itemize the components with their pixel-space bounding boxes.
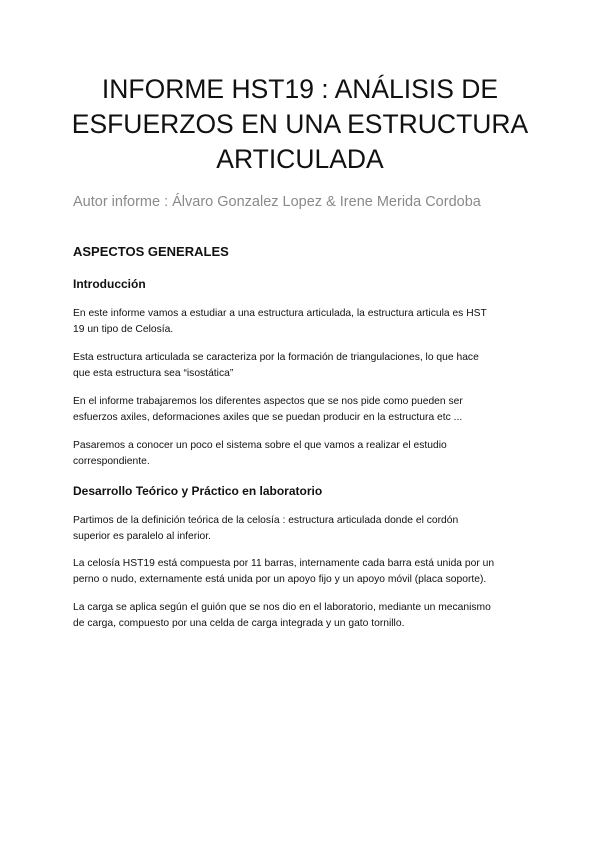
title-line: ARTICULADA [216,144,384,174]
paragraph-line: En el informe trabajaremos los diferentes aspectos que se nos pide como pueden ser [73,396,463,407]
lab-paragraph [73,556,533,588]
paragraph-line: La celosía HST19 está compuesta por 11 barras, internamente cada barra está unida por un [73,558,495,569]
paragraph-line: correspondiente. [73,456,150,467]
intro-paragraph [73,394,533,426]
intro-heading: Introducción [73,277,146,291]
intro-paragraph [73,438,533,470]
paragraph-line: que esta estructura sea “isostática” [73,368,234,379]
title-line: INFORME HST19 : ANÁLISIS DE [101,74,499,104]
document-title [40,72,560,177]
section-heading: ASPECTOS GENERALES [73,244,229,259]
paragraph-line: 19 un tipo de Celosía. [73,324,174,335]
intro-paragraph [73,306,533,338]
lab-heading: Desarrollo Teórico y Práctico en laboratorio [73,484,323,498]
title-line: ESFUERZOS EN UNA ESTRUCTURA [71,109,529,139]
paragraph-line: de carga, compuesto por una celda de carga integrada y un gato tornillo. [73,618,405,629]
lab-paragraph [73,600,533,632]
paragraph-line: Esta estructura articulada se caracteriza por la formación de triangulaciones, lo que hace [73,352,479,363]
paragraph-line: Partimos de la definición teórica de la celosía : estructura articulada donde el cordón [73,515,459,526]
paragraph-line: Pasaremos a conocer un poco el sistema sobre el que vamos a realizar el estudio [73,440,447,451]
paragraph-line: perno o nudo, externamente está unida por un apoyo fijo y un apoyo móvil (placa soporte). [73,574,487,585]
lab-paragraph [73,513,533,545]
paragraph-line: La carga se aplica según el guión que se nos dio en el laboratorio, mediante un mecanismo [73,602,491,613]
author-line: Autor informe : Álvaro Gonzalez Lopez & Irene Merida Cordoba [73,194,481,210]
paragraph-line: superior es paralelo al inferior. [73,531,211,542]
paragraph-line: esfuerzos axiles, deformaciones axiles que se puedan producir en la estructura etc ... [73,412,463,423]
paragraph-line: En este informe vamos a estudiar a una estructura articulada, la estructura articula es HST [73,308,487,319]
intro-paragraph [73,350,533,382]
